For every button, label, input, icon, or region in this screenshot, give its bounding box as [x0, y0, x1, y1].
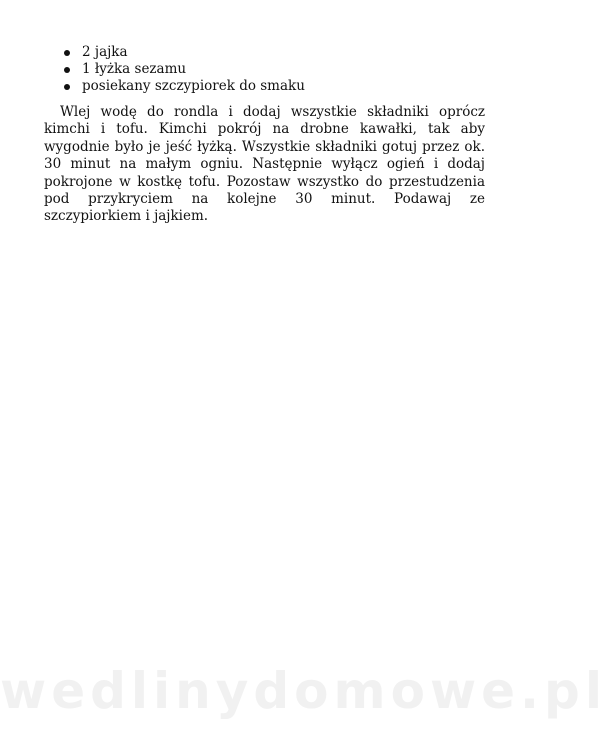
ingredient-item: 2 jajka: [62, 44, 305, 61]
ingredients-list: [62, 44, 305, 95]
ingredient-item: posiekany szczypiorek do smaku: [62, 78, 305, 95]
instructions-paragraph: Wlej wodę do rondla i dodaj wszystkie składniki oprócz kimchi i tofu. Kimchi pokrój na drobne kawałki, tak aby wygodnie było je jeść łyżką. Wszystkie składniki gotuj przez ok. 30 minut na małym ogniu. Następnie wyłącz ogień i dodaj pokrojone w kostkę tofu. Pozostaw wszystko do przestudzenia pod przykryciem na kolejne 30 minut. Podawaj ze szczypiorkiem i jajkiem.: [44, 104, 485, 225]
site-watermark: wedlinydomowe.pl: [0, 662, 607, 720]
ingredient-item: 1 łyżka sezamu: [62, 61, 305, 78]
